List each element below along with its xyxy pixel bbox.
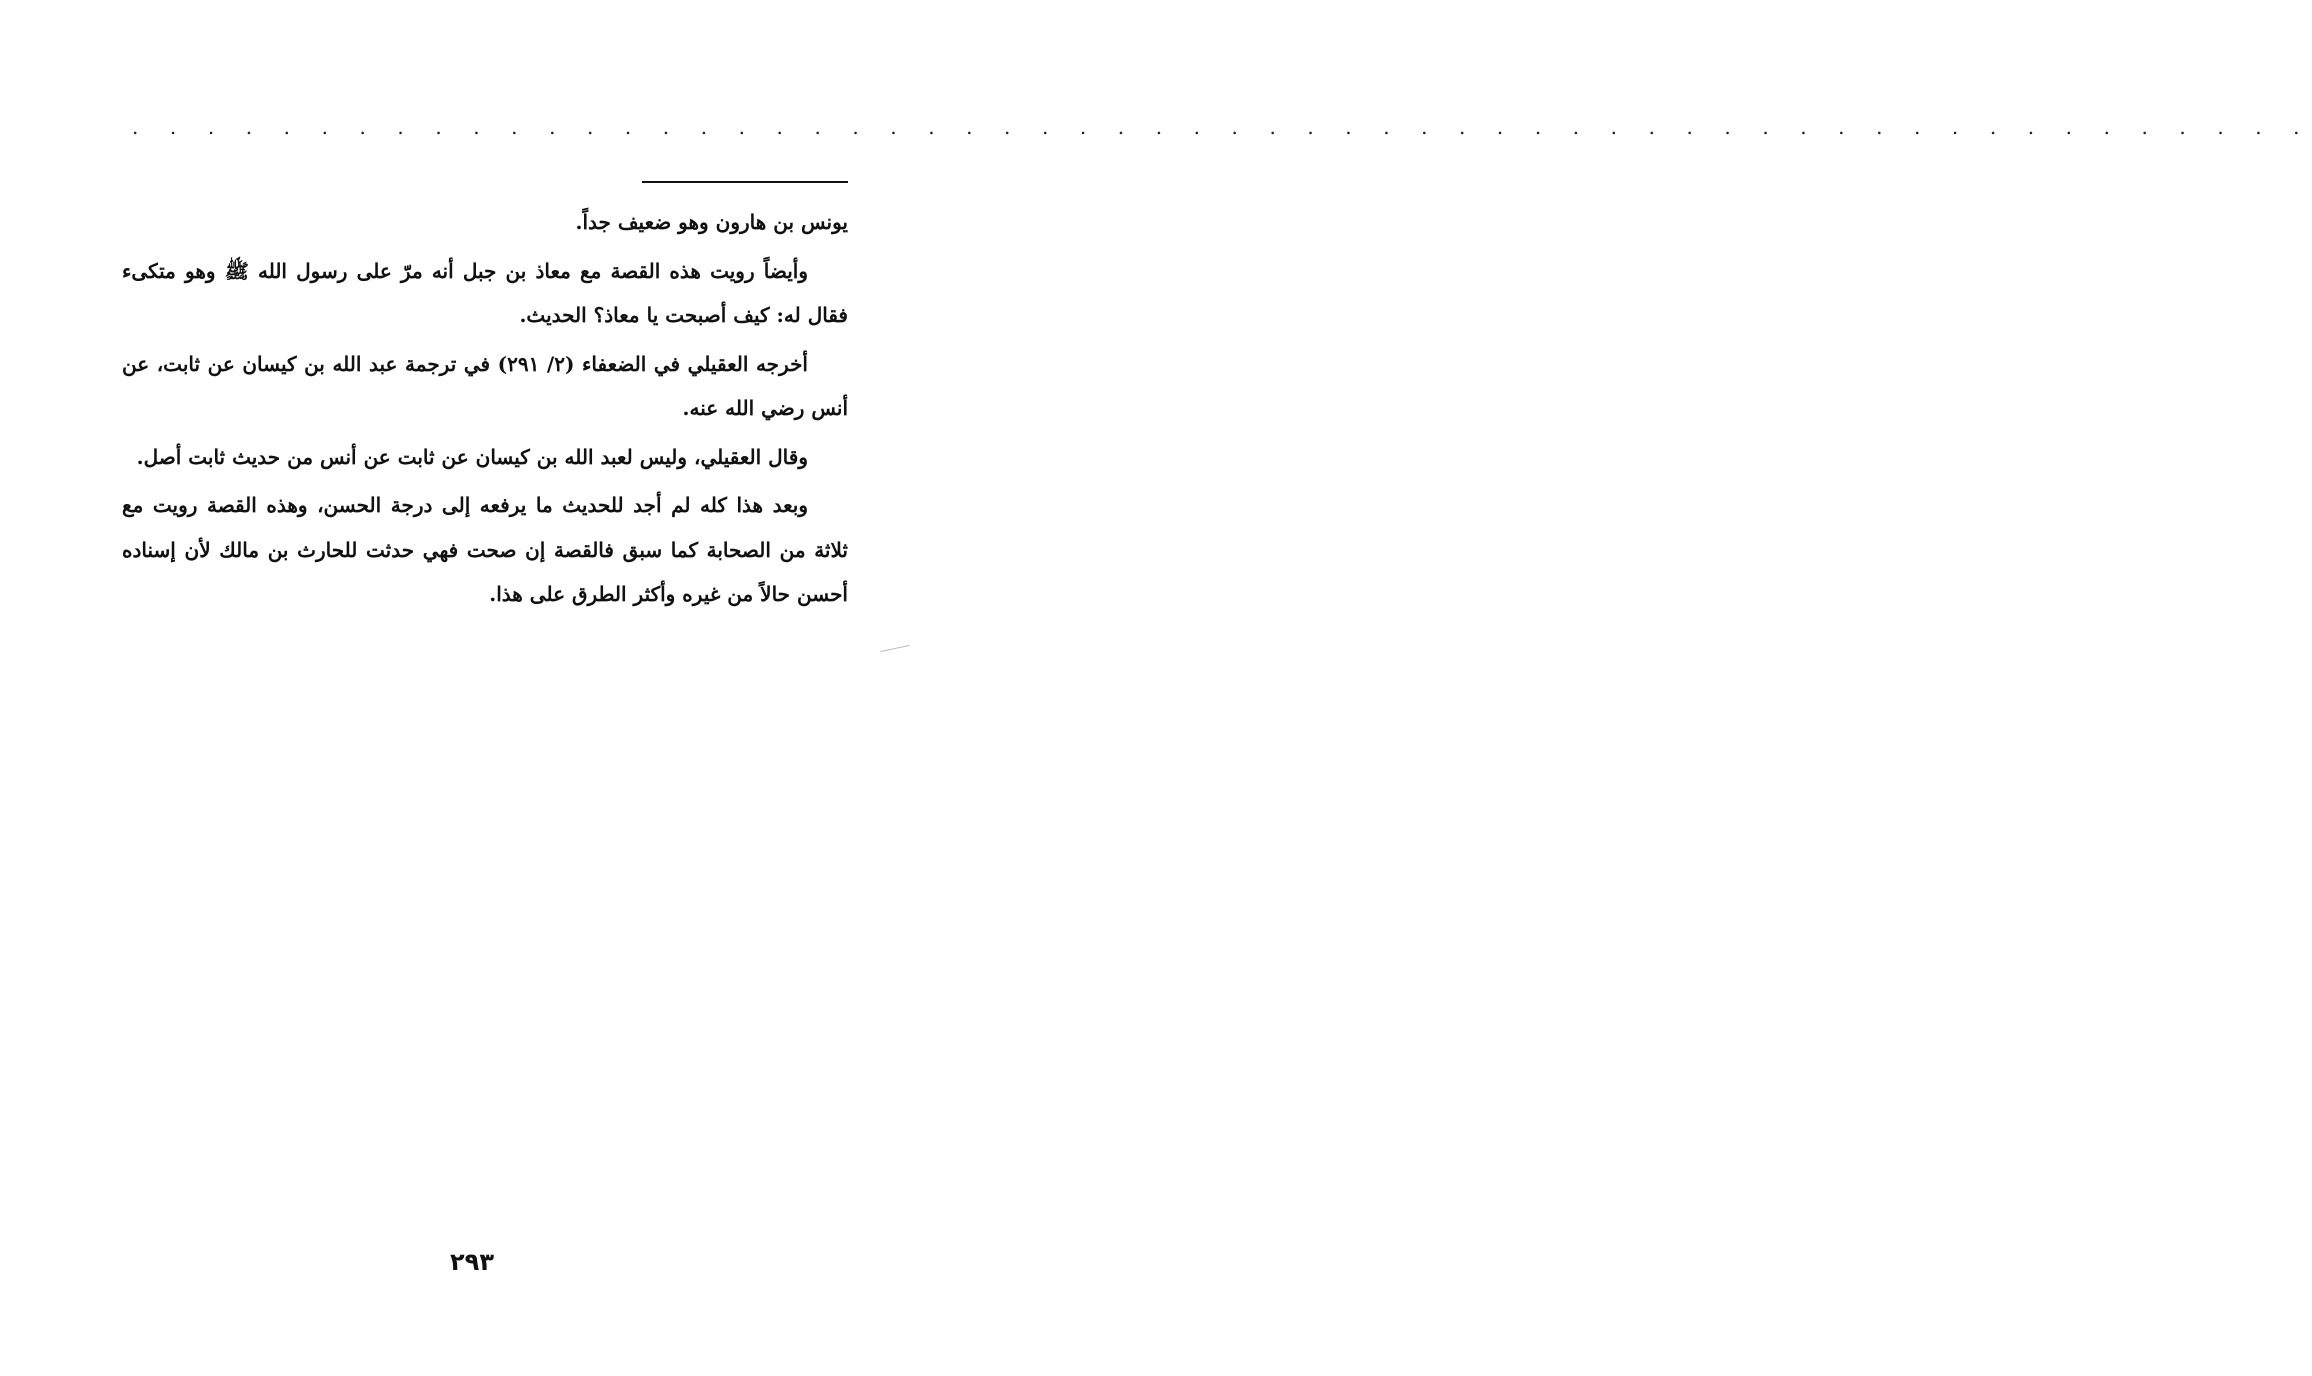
footnote-rule xyxy=(642,181,848,183)
footnote-text xyxy=(122,200,848,621)
paragraph-1: يونس بن هارون وهو ضعيف جداً. xyxy=(575,210,848,234)
paragraph-3: أخرجه العقيلي في الضعفاء (٢/ ٢٩١) في ترجمة عبد الله بن كيسان عن ثابت، عن أنس رضي الله عنه. xyxy=(122,351,848,420)
page-number: ٢٩٣ xyxy=(450,1248,494,1276)
dotted-separator: . . . . . . . . . . . . . . . . . . . . . . . . . . . . . . . . . . . . . . . . . . . . . . . . . . . . . . . . . . xyxy=(132,115,2312,139)
scan-margin-mark xyxy=(880,645,910,652)
paragraph-5: وبعد هذا كله لم أجد للحديث ما يرفعه إلى درجة الحسن، وهذه القصة رويت مع ثلاثة من الصحابة كما سبق فالقصة إن صحت فهي حدثت للحارث بن مالك لأن إسناده أحسن حالاً من غيره وأكثر الطرق على هذا. xyxy=(122,493,848,606)
paragraph-4: وقال العقيلي، وليس لعبد الله بن كيسان عن ثابت عن أنس من حديث ثابت أصل. xyxy=(136,444,808,469)
paragraph-2: وأيضاً رويت هذه القصة مع معاذ بن جبل أنه مرّ على رسول الله ﷺ وهو متكىء فقال له: كيف أصبحت يا معاذ؟ الحديث. xyxy=(122,258,848,327)
